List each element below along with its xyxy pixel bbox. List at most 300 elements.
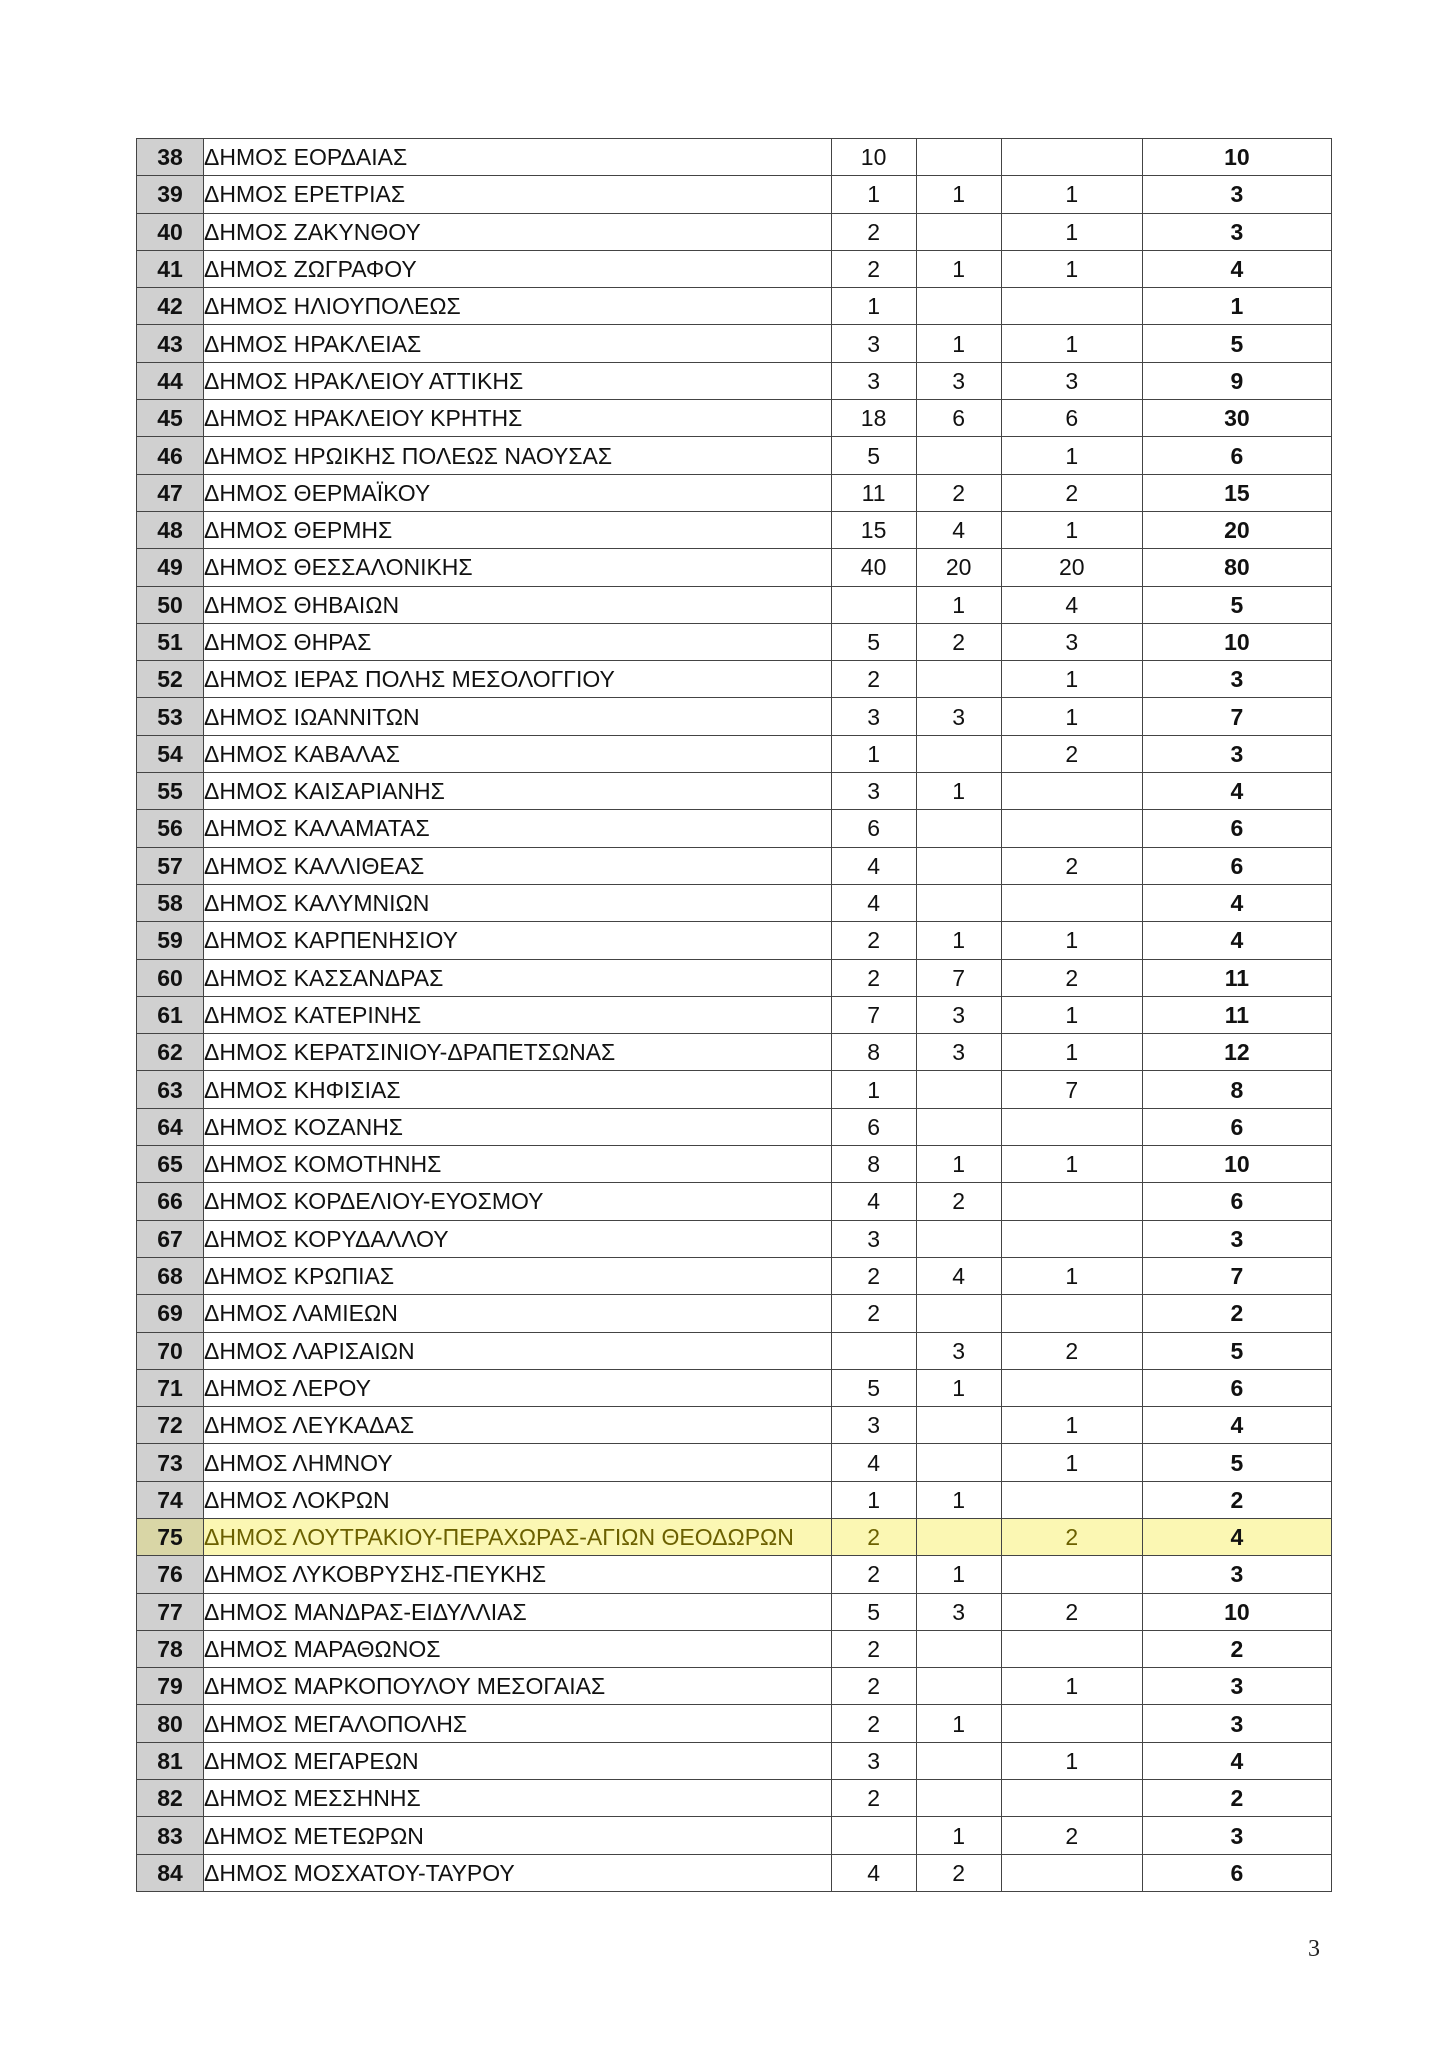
table-row (137, 847, 1332, 884)
value-c-cell (1001, 139, 1142, 176)
municipality-name-cell: ΔΗΜΟΣ ΚΑΒΑΛΑΣ (204, 735, 832, 772)
table-row (137, 623, 1332, 660)
municipality-name-cell: ΔΗΜΟΣ ΜΑΡΚΟΠΟΥΛΟΥ ΜΕΣΟΓΑΙΑΣ (204, 1668, 832, 1705)
value-b-cell: 1 (916, 773, 1001, 810)
value-c-cell: 1 (1001, 1444, 1142, 1481)
value-c-cell: 3 (1001, 362, 1142, 399)
value-a-cell: 2 (831, 1780, 916, 1817)
row-index-cell: 41 (137, 250, 204, 287)
value-a-cell: 1 (831, 288, 916, 325)
row-index-cell: 75 (137, 1518, 204, 1555)
municipality-name-cell: ΔΗΜΟΣ ΗΛΙΟΥΠΟΛΕΩΣ (204, 288, 832, 325)
table-row (137, 661, 1332, 698)
value-b-cell (916, 288, 1001, 325)
value-a-cell: 7 (831, 996, 916, 1033)
value-b-cell (916, 661, 1001, 698)
table-row (137, 996, 1332, 1033)
table-row (137, 1817, 1332, 1854)
value-c-cell: 1 (1001, 922, 1142, 959)
value-a-cell: 1 (831, 735, 916, 772)
total-cell: 6 (1142, 1854, 1331, 1891)
table-row (137, 1369, 1332, 1406)
table-row (137, 1668, 1332, 1705)
value-a-cell: 6 (831, 1108, 916, 1145)
value-c-cell: 1 (1001, 511, 1142, 548)
value-a-cell: 11 (831, 474, 916, 511)
table-row (137, 698, 1332, 735)
municipality-name-cell: ΔΗΜΟΣ ΖΩΓΡΑΦΟΥ (204, 250, 832, 287)
row-index-cell: 84 (137, 1854, 204, 1891)
municipality-name-cell: ΔΗΜΟΣ ΙΩΑΝΝΙΤΩΝ (204, 698, 832, 735)
row-index-cell: 49 (137, 549, 204, 586)
value-c-cell: 1 (1001, 250, 1142, 287)
total-cell: 30 (1142, 400, 1331, 437)
value-a-cell: 1 (831, 176, 916, 213)
row-index-cell: 46 (137, 437, 204, 474)
value-a-cell: 3 (831, 773, 916, 810)
value-a-cell: 2 (831, 922, 916, 959)
municipality-name-cell: ΔΗΜΟΣ ΕΡΕΤΡΙΑΣ (204, 176, 832, 213)
value-b-cell: 2 (916, 623, 1001, 660)
value-c-cell: 2 (1001, 847, 1142, 884)
value-c-cell: 1 (1001, 437, 1142, 474)
value-c-cell (1001, 1854, 1142, 1891)
municipality-name-cell: ΔΗΜΟΣ ΗΡΑΚΛΕΙΟΥ ΚΡΗΤΗΣ (204, 400, 832, 437)
total-cell: 10 (1142, 139, 1331, 176)
value-b-cell (916, 1742, 1001, 1779)
total-cell: 15 (1142, 474, 1331, 511)
municipality-name-cell: ΔΗΜΟΣ ΚΑΣΣΑΝΔΡΑΣ (204, 959, 832, 996)
value-a-cell: 2 (831, 250, 916, 287)
table-row (137, 884, 1332, 921)
value-b-cell (916, 1108, 1001, 1145)
value-c-cell: 1 (1001, 325, 1142, 362)
row-index-cell: 76 (137, 1556, 204, 1593)
municipality-name-cell: ΔΗΜΟΣ ΛΕΥΚΑΔΑΣ (204, 1407, 832, 1444)
row-index-cell: 78 (137, 1630, 204, 1667)
value-a-cell: 18 (831, 400, 916, 437)
municipality-name-cell: ΔΗΜΟΣ ΛΑΡΙΣΑΙΩΝ (204, 1332, 832, 1369)
table-row (137, 1518, 1332, 1555)
table-row (137, 474, 1332, 511)
value-a-cell: 5 (831, 1593, 916, 1630)
value-b-cell: 1 (916, 1705, 1001, 1742)
row-index-cell: 72 (137, 1407, 204, 1444)
table-row (137, 1556, 1332, 1593)
row-index-cell: 47 (137, 474, 204, 511)
total-cell: 2 (1142, 1780, 1331, 1817)
row-index-cell: 60 (137, 959, 204, 996)
municipality-name-cell: ΔΗΜΟΣ ΗΡΩΙΚΗΣ ΠΟΛΕΩΣ ΝΑΟΥΣΑΣ (204, 437, 832, 474)
total-cell: 11 (1142, 959, 1331, 996)
value-c-cell: 2 (1001, 474, 1142, 511)
value-c-cell: 2 (1001, 1332, 1142, 1369)
value-a-cell: 2 (831, 1295, 916, 1332)
value-c-cell (1001, 1220, 1142, 1257)
value-b-cell (916, 213, 1001, 250)
table-row (137, 810, 1332, 847)
row-index-cell: 40 (137, 213, 204, 250)
total-cell: 4 (1142, 1407, 1331, 1444)
value-a-cell: 3 (831, 1742, 916, 1779)
value-a-cell (831, 1817, 916, 1854)
row-index-cell: 38 (137, 139, 204, 176)
value-c-cell: 2 (1001, 735, 1142, 772)
value-b-cell: 3 (916, 1593, 1001, 1630)
total-cell: 7 (1142, 1257, 1331, 1294)
row-index-cell: 48 (137, 511, 204, 548)
value-b-cell (916, 1071, 1001, 1108)
value-b-cell (916, 1444, 1001, 1481)
value-b-cell (916, 1407, 1001, 1444)
total-cell: 2 (1142, 1481, 1331, 1518)
municipality-name-cell: ΔΗΜΟΣ ΚΑΛΑΜΑΤΑΣ (204, 810, 832, 847)
value-b-cell: 3 (916, 1034, 1001, 1071)
value-c-cell: 2 (1001, 1593, 1142, 1630)
value-c-cell: 2 (1001, 1518, 1142, 1555)
total-cell: 20 (1142, 511, 1331, 548)
row-index-cell: 39 (137, 176, 204, 213)
value-b-cell (916, 1630, 1001, 1667)
page-number: 3 (1308, 1936, 1320, 1962)
row-index-cell: 82 (137, 1780, 204, 1817)
total-cell: 3 (1142, 176, 1331, 213)
total-cell: 4 (1142, 250, 1331, 287)
value-b-cell: 3 (916, 362, 1001, 399)
value-a-cell: 2 (831, 1257, 916, 1294)
value-b-cell: 2 (916, 474, 1001, 511)
value-b-cell (916, 884, 1001, 921)
value-c-cell: 1 (1001, 996, 1142, 1033)
table-row (137, 1444, 1332, 1481)
row-index-cell: 53 (137, 698, 204, 735)
value-a-cell: 4 (831, 884, 916, 921)
value-a-cell: 4 (831, 1444, 916, 1481)
value-b-cell (916, 1518, 1001, 1555)
table-row (137, 288, 1332, 325)
municipality-name-cell: ΔΗΜΟΣ ΛΥΚΟΒΡΥΣΗΣ-ΠΕΥΚΗΣ (204, 1556, 832, 1593)
value-c-cell (1001, 1369, 1142, 1406)
value-a-cell: 2 (831, 1630, 916, 1667)
table-row (137, 959, 1332, 996)
table-row (137, 586, 1332, 623)
municipality-name-cell: ΔΗΜΟΣ ΘΗΒΑΙΩΝ (204, 586, 832, 623)
value-b-cell: 1 (916, 1817, 1001, 1854)
row-index-cell: 50 (137, 586, 204, 623)
row-index-cell: 66 (137, 1183, 204, 1220)
row-index-cell: 54 (137, 735, 204, 772)
value-a-cell (831, 586, 916, 623)
value-a-cell: 6 (831, 810, 916, 847)
total-cell: 3 (1142, 735, 1331, 772)
value-a-cell: 2 (831, 661, 916, 698)
municipality-name-cell: ΔΗΜΟΣ ΘΗΡΑΣ (204, 623, 832, 660)
table-row (137, 1780, 1332, 1817)
table-row (137, 1183, 1332, 1220)
value-c-cell (1001, 1108, 1142, 1145)
value-b-cell: 3 (916, 1332, 1001, 1369)
value-b-cell: 1 (916, 586, 1001, 623)
row-index-cell: 65 (137, 1146, 204, 1183)
table-row (137, 1257, 1332, 1294)
total-cell: 3 (1142, 1705, 1331, 1742)
total-cell: 4 (1142, 1518, 1331, 1555)
total-cell: 3 (1142, 661, 1331, 698)
municipality-name-cell: ΔΗΜΟΣ ΛΑΜΙΕΩΝ (204, 1295, 832, 1332)
row-index-cell: 71 (137, 1369, 204, 1406)
value-a-cell: 2 (831, 1556, 916, 1593)
table-row (137, 922, 1332, 959)
value-a-cell: 2 (831, 1705, 916, 1742)
value-b-cell: 2 (916, 1854, 1001, 1891)
value-a-cell: 2 (831, 1518, 916, 1555)
value-c-cell: 1 (1001, 1407, 1142, 1444)
value-a-cell: 3 (831, 698, 916, 735)
value-a-cell: 3 (831, 325, 916, 362)
value-c-cell: 1 (1001, 1668, 1142, 1705)
value-b-cell (916, 810, 1001, 847)
value-a-cell: 4 (831, 847, 916, 884)
table-row (137, 549, 1332, 586)
row-index-cell: 63 (137, 1071, 204, 1108)
table-row (137, 1407, 1332, 1444)
municipality-name-cell: ΔΗΜΟΣ ΜΕΓΑΡΕΩΝ (204, 1742, 832, 1779)
value-a-cell: 15 (831, 511, 916, 548)
total-cell: 5 (1142, 325, 1331, 362)
total-cell: 10 (1142, 1593, 1331, 1630)
table-row (137, 511, 1332, 548)
value-a-cell: 3 (831, 362, 916, 399)
value-c-cell: 6 (1001, 400, 1142, 437)
total-cell: 6 (1142, 810, 1331, 847)
municipality-name-cell: ΔΗΜΟΣ ΛΕΡΟΥ (204, 1369, 832, 1406)
value-c-cell (1001, 1183, 1142, 1220)
value-c-cell: 2 (1001, 1817, 1142, 1854)
municipality-name-cell: ΔΗΜΟΣ ΚΕΡΑΤΣΙΝΙΟΥ-ΔΡΑΠΕΤΣΩΝΑΣ (204, 1034, 832, 1071)
value-a-cell: 8 (831, 1034, 916, 1071)
municipality-name-cell: ΔΗΜΟΣ ΚΡΩΠΙΑΣ (204, 1257, 832, 1294)
total-cell: 1 (1142, 288, 1331, 325)
municipality-name-cell: ΔΗΜΟΣ ΘΕΡΜΑΪΚΟΥ (204, 474, 832, 511)
value-b-cell (916, 1668, 1001, 1705)
table-row (137, 325, 1332, 362)
row-index-cell: 52 (137, 661, 204, 698)
total-cell: 5 (1142, 1444, 1331, 1481)
table-row (137, 773, 1332, 810)
value-c-cell: 1 (1001, 661, 1142, 698)
value-c-cell (1001, 884, 1142, 921)
value-b-cell (916, 1220, 1001, 1257)
municipality-name-cell: ΔΗΜΟΣ ΜΕΤΕΩΡΩΝ (204, 1817, 832, 1854)
value-a-cell: 4 (831, 1183, 916, 1220)
municipality-name-cell: ΔΗΜΟΣ ΜΕΣΣΗΝΗΣ (204, 1780, 832, 1817)
table-row (137, 139, 1332, 176)
total-cell: 6 (1142, 1108, 1331, 1145)
value-a-cell: 40 (831, 549, 916, 586)
row-index-cell: 62 (137, 1034, 204, 1071)
row-index-cell: 61 (137, 996, 204, 1033)
value-b-cell: 1 (916, 325, 1001, 362)
value-c-cell: 1 (1001, 1146, 1142, 1183)
value-b-cell: 3 (916, 996, 1001, 1033)
table-row (137, 1295, 1332, 1332)
total-cell: 4 (1142, 773, 1331, 810)
value-c-cell: 1 (1001, 698, 1142, 735)
table-row (137, 1854, 1332, 1891)
municipality-name-cell: ΔΗΜΟΣ ΜΑΡΑΘΩΝΟΣ (204, 1630, 832, 1667)
row-index-cell: 56 (137, 810, 204, 847)
value-c-cell: 20 (1001, 549, 1142, 586)
value-b-cell: 1 (916, 176, 1001, 213)
municipality-name-cell: ΔΗΜΟΣ ΗΡΑΚΛΕΙΟΥ ΑΤΤΙΚΗΣ (204, 362, 832, 399)
table-row (137, 1593, 1332, 1630)
total-cell: 12 (1142, 1034, 1331, 1071)
total-cell: 6 (1142, 847, 1331, 884)
row-index-cell: 55 (137, 773, 204, 810)
row-index-cell: 42 (137, 288, 204, 325)
value-c-cell (1001, 1705, 1142, 1742)
value-c-cell (1001, 1295, 1142, 1332)
value-a-cell: 10 (831, 139, 916, 176)
value-b-cell (916, 735, 1001, 772)
total-cell: 9 (1142, 362, 1331, 399)
municipality-name-cell: ΔΗΜΟΣ ΛΟΥΤΡΑΚΙΟΥ-ΠΕΡΑΧΩΡΑΣ-ΑΓΙΩΝ ΘΕΟΔΩΡΩΝ (204, 1518, 832, 1555)
municipality-name-cell: ΔΗΜΟΣ ΕΟΡΔΑΙΑΣ (204, 139, 832, 176)
municipality-name-cell: ΔΗΜΟΣ ΛΟΚΡΩΝ (204, 1481, 832, 1518)
value-b-cell: 20 (916, 549, 1001, 586)
value-b-cell (916, 1780, 1001, 1817)
value-b-cell: 1 (916, 1481, 1001, 1518)
total-cell: 8 (1142, 1071, 1331, 1108)
table-row (137, 1630, 1332, 1667)
value-c-cell (1001, 1556, 1142, 1593)
municipality-name-cell: ΔΗΜΟΣ ΚΑΛΛΙΘΕΑΣ (204, 847, 832, 884)
row-index-cell: 83 (137, 1817, 204, 1854)
value-a-cell: 5 (831, 623, 916, 660)
value-c-cell: 3 (1001, 623, 1142, 660)
total-cell: 3 (1142, 1220, 1331, 1257)
value-c-cell (1001, 288, 1142, 325)
row-index-cell: 79 (137, 1668, 204, 1705)
value-a-cell: 1 (831, 1481, 916, 1518)
value-c-cell (1001, 773, 1142, 810)
value-c-cell (1001, 1481, 1142, 1518)
value-a-cell: 5 (831, 1369, 916, 1406)
row-index-cell: 70 (137, 1332, 204, 1369)
table-row (137, 400, 1332, 437)
municipality-name-cell: ΔΗΜΟΣ ΛΗΜΝΟΥ (204, 1444, 832, 1481)
value-c-cell (1001, 810, 1142, 847)
row-index-cell: 59 (137, 922, 204, 959)
value-b-cell: 1 (916, 1146, 1001, 1183)
total-cell: 3 (1142, 1556, 1331, 1593)
row-index-cell: 68 (137, 1257, 204, 1294)
value-c-cell: 2 (1001, 959, 1142, 996)
municipality-name-cell: ΔΗΜΟΣ ΗΡΑΚΛΕΙΑΣ (204, 325, 832, 362)
row-index-cell: 45 (137, 400, 204, 437)
total-cell: 80 (1142, 549, 1331, 586)
value-c-cell: 1 (1001, 1257, 1142, 1294)
value-b-cell (916, 437, 1001, 474)
table-row (137, 213, 1332, 250)
value-c-cell: 7 (1001, 1071, 1142, 1108)
municipality-name-cell: ΔΗΜΟΣ ΚΟΡΔΕΛΙΟΥ-ΕΥΟΣΜΟΥ (204, 1183, 832, 1220)
total-cell: 3 (1142, 1817, 1331, 1854)
total-cell: 10 (1142, 623, 1331, 660)
value-b-cell: 1 (916, 1556, 1001, 1593)
value-b-cell: 4 (916, 1257, 1001, 1294)
table-row (137, 250, 1332, 287)
row-index-cell: 81 (137, 1742, 204, 1779)
municipality-name-cell: ΔΗΜΟΣ ΘΕΣΣΑΛΟΝΙΚΗΣ (204, 549, 832, 586)
value-a-cell: 3 (831, 1407, 916, 1444)
municipality-name-cell: ΔΗΜΟΣ ΘΕΡΜΗΣ (204, 511, 832, 548)
value-c-cell: 1 (1001, 1742, 1142, 1779)
table-row (137, 362, 1332, 399)
value-a-cell (831, 1332, 916, 1369)
value-c-cell: 1 (1001, 1034, 1142, 1071)
total-cell: 4 (1142, 884, 1331, 921)
total-cell: 11 (1142, 996, 1331, 1033)
value-b-cell (916, 847, 1001, 884)
table-row (137, 176, 1332, 213)
value-c-cell (1001, 1630, 1142, 1667)
municipality-table-body (137, 139, 1332, 1892)
value-a-cell: 8 (831, 1146, 916, 1183)
table-row (137, 437, 1332, 474)
municipality-name-cell: ΔΗΜΟΣ ΚΑΤΕΡΙΝΗΣ (204, 996, 832, 1033)
value-c-cell: 4 (1001, 586, 1142, 623)
total-cell: 6 (1142, 437, 1331, 474)
table-row (137, 1742, 1332, 1779)
row-index-cell: 43 (137, 325, 204, 362)
municipality-name-cell: ΔΗΜΟΣ ΚΑΙΣΑΡΙΑΝΗΣ (204, 773, 832, 810)
total-cell: 2 (1142, 1630, 1331, 1667)
value-b-cell: 3 (916, 698, 1001, 735)
value-b-cell: 1 (916, 1369, 1001, 1406)
total-cell: 6 (1142, 1183, 1331, 1220)
table-row (137, 1108, 1332, 1145)
table-row (137, 1071, 1332, 1108)
total-cell: 4 (1142, 922, 1331, 959)
total-cell: 7 (1142, 698, 1331, 735)
row-index-cell: 73 (137, 1444, 204, 1481)
municipality-name-cell: ΔΗΜΟΣ ΜΟΣΧΑΤΟΥ-ΤΑΥΡΟΥ (204, 1854, 832, 1891)
value-a-cell: 1 (831, 1071, 916, 1108)
row-index-cell: 58 (137, 884, 204, 921)
municipality-name-cell: ΔΗΜΟΣ ΖΑΚΥΝΘΟΥ (204, 213, 832, 250)
municipality-name-cell: ΔΗΜΟΣ ΜΕΓΑΛΟΠΟΛΗΣ (204, 1705, 832, 1742)
total-cell: 10 (1142, 1146, 1331, 1183)
table-row (137, 1332, 1332, 1369)
row-index-cell: 44 (137, 362, 204, 399)
row-index-cell: 80 (137, 1705, 204, 1742)
row-index-cell: 57 (137, 847, 204, 884)
table-row (137, 1146, 1332, 1183)
table-row (137, 1705, 1332, 1742)
total-cell: 4 (1142, 1742, 1331, 1779)
total-cell: 2 (1142, 1295, 1331, 1332)
value-a-cell: 2 (831, 959, 916, 996)
table-row (137, 735, 1332, 772)
total-cell: 5 (1142, 1332, 1331, 1369)
row-index-cell: 69 (137, 1295, 204, 1332)
value-b-cell (916, 139, 1001, 176)
municipality-name-cell: ΔΗΜΟΣ ΚΟΡΥΔΑΛΛΟΥ (204, 1220, 832, 1257)
municipality-name-cell: ΔΗΜΟΣ ΚΗΦΙΣΙΑΣ (204, 1071, 832, 1108)
value-a-cell: 3 (831, 1220, 916, 1257)
municipality-name-cell: ΔΗΜΟΣ ΜΑΝΔΡΑΣ-ΕΙΔΥΛΛΙΑΣ (204, 1593, 832, 1630)
